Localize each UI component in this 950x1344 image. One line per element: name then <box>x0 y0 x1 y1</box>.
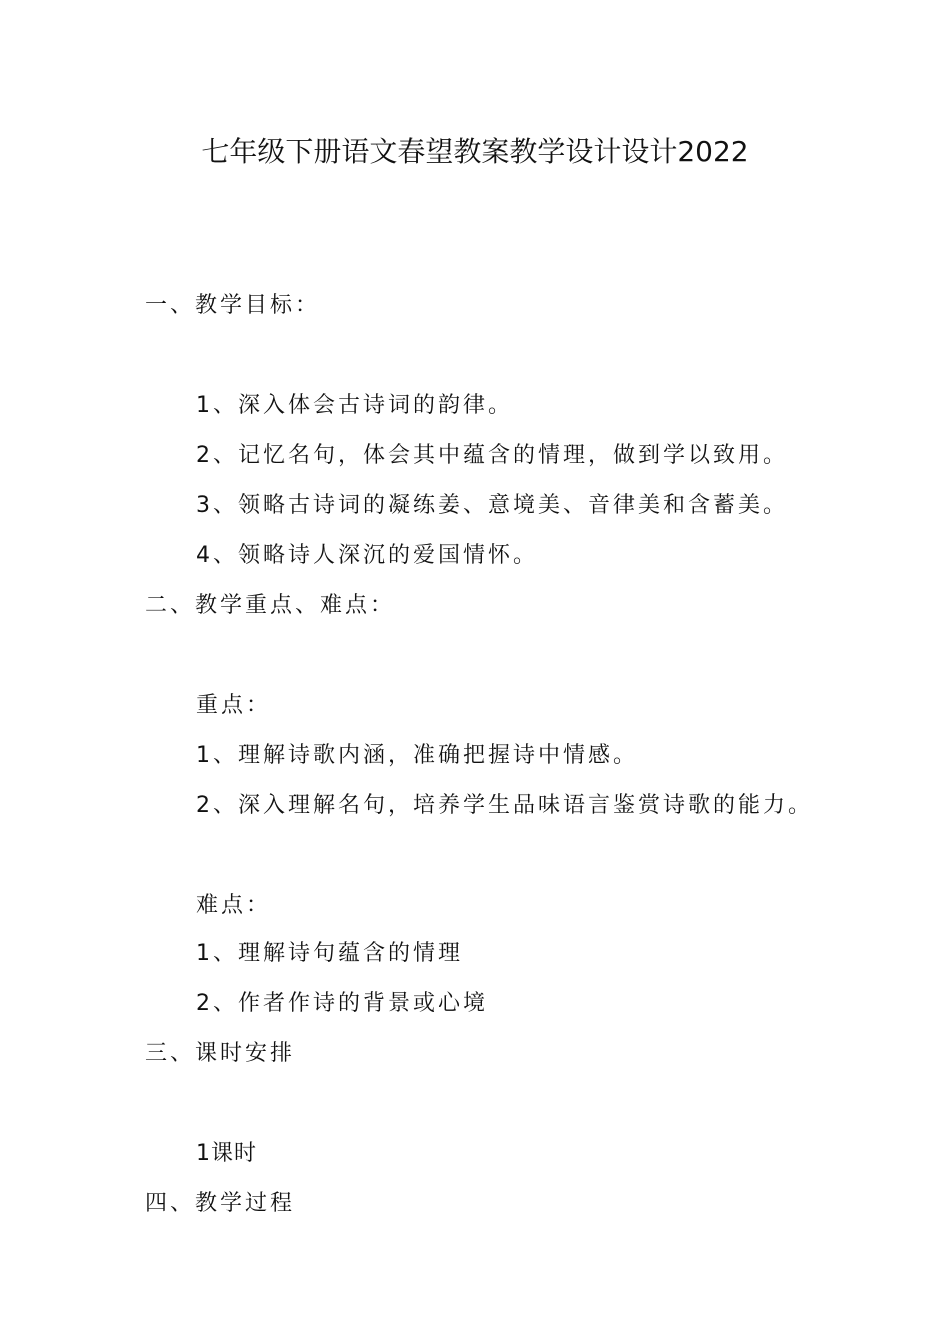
section-heading-key-points: 二、教学重点、难点： <box>145 593 396 618</box>
section-heading-process: 四、教学过程 <box>145 1191 296 1216</box>
key-point-item-2: 2、深入理解名句，培养学生品味语言鉴赏诗歌的能力。 <box>196 793 813 818</box>
objective-item-3: 3、领略古诗词的凝练姜、意境美、音律美和含蓄美。 <box>196 493 788 518</box>
section-heading-schedule: 三、课时安排 <box>145 1041 296 1066</box>
difficult-points-label: 难点： <box>196 893 272 918</box>
section-heading-objectives: 一、教学目标： <box>145 293 321 318</box>
objective-item-4: 4、领略诗人深沉的爱国情怀。 <box>196 543 538 568</box>
difficult-point-item-2: 2、作者作诗的背景或心境 <box>196 991 488 1016</box>
difficult-point-item-1: 1、理解诗句蕴含的情理 <box>196 941 463 966</box>
key-points-label: 重点： <box>196 693 272 718</box>
key-point-item-1: 1、理解诗歌内涵，准确把握诗中情感。 <box>196 743 638 768</box>
schedule-item-1: 1课时 <box>196 1141 257 1166</box>
objective-item-1: 1、深入体会古诗词的韵律。 <box>196 393 513 418</box>
document-title: 七年级下册语文春望教案教学设计设计2022 <box>201 135 749 168</box>
objective-item-2: 2、记忆名句，体会其中蕴含的情理，做到学以致用。 <box>196 443 788 468</box>
